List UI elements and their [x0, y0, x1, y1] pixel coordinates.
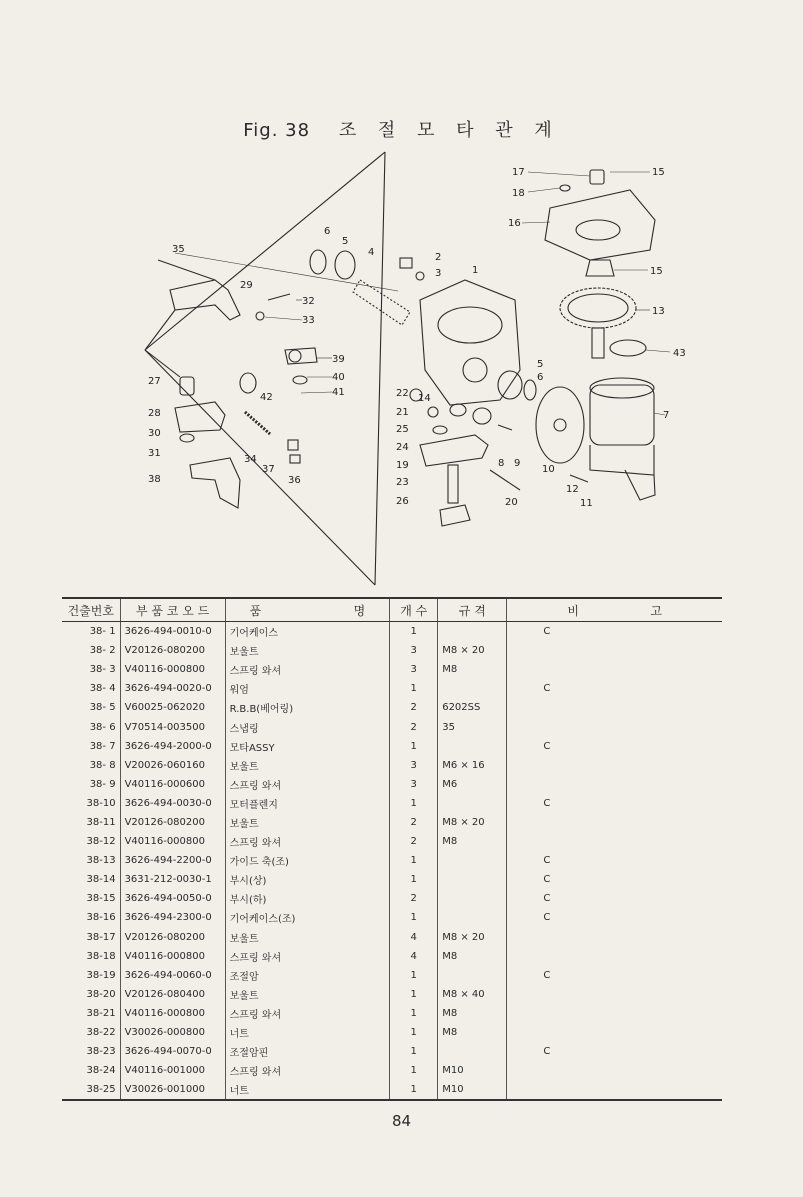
cell-name: 부시(하): [225, 889, 390, 908]
callout-32: 32: [302, 296, 315, 307]
cell-remark: [507, 717, 722, 736]
cell-remark: C: [507, 737, 722, 756]
table-row: [62, 889, 722, 908]
cell-spec: M8: [438, 1004, 507, 1023]
cell-no: 38-18: [86, 950, 116, 962]
cell-remark: [507, 698, 722, 717]
cell-name: 보울트: [225, 928, 390, 947]
cell-name: 모터플렌지: [225, 794, 390, 813]
callout-16: 16: [508, 218, 521, 229]
page-number: 84: [391, 1112, 412, 1130]
callout-15b: 15: [650, 266, 663, 277]
cell-code: V20126-080200: [120, 813, 225, 832]
cell-spec: [438, 622, 507, 642]
cell-remark: [507, 985, 722, 1004]
callout-17: 17: [512, 167, 525, 178]
header-no: 건출번호: [62, 598, 120, 622]
callout-31: 31: [148, 448, 161, 459]
callout-43: 43: [673, 348, 686, 359]
cell-qty: 1: [390, 966, 438, 985]
cell-no: 38- 8: [89, 759, 116, 771]
cell-qty: 4: [390, 947, 438, 966]
cell-code: V30026-000800: [120, 1023, 225, 1042]
cell-spec: 35: [438, 717, 507, 736]
table-row: [62, 851, 722, 870]
cell-qty: 1: [390, 1042, 438, 1061]
cell-no: 38- 9: [89, 778, 116, 790]
cell-code: V40116-000800: [120, 832, 225, 851]
cell-code: V20026-060160: [120, 756, 225, 775]
cell-name: 스프링 와셔: [225, 775, 390, 794]
cell-name: 스프링 와셔: [225, 1061, 390, 1080]
callout-34: 34: [244, 454, 257, 465]
cell-qty: 1: [390, 985, 438, 1004]
cell-spec: M6 × 16: [438, 756, 507, 775]
cell-code: V70514-003500: [120, 717, 225, 736]
cell-name: 가이드 축(조): [225, 851, 390, 870]
cell-code: 3626-494-2300-0: [120, 908, 225, 927]
table-row: [62, 775, 722, 794]
cell-spec: [438, 908, 507, 927]
cell-remark: [507, 813, 722, 832]
cell-qty: 1: [390, 851, 438, 870]
callout-6b: 6: [537, 372, 544, 383]
callout-41: 41: [332, 387, 345, 398]
cell-qty: 2: [390, 698, 438, 717]
cell-no: 38-16: [86, 912, 116, 924]
cell-no: 38-20: [86, 988, 116, 1000]
cell-qty: 1: [390, 737, 438, 756]
cell-qty: 2: [390, 832, 438, 851]
callout-36: 36: [288, 475, 301, 486]
cell-remark: C: [507, 851, 722, 870]
cell-code: 3631-212-0030-1: [120, 870, 225, 889]
cell-name: 부시(상): [225, 870, 390, 889]
callout-14: 14: [418, 393, 431, 404]
cell-code: V20126-080400: [120, 985, 225, 1004]
cell-name: 조절암: [225, 966, 390, 985]
header-remark-b: 고: [650, 603, 662, 618]
cell-name: 스냅링: [225, 717, 390, 736]
cell-qty: 1: [390, 870, 438, 889]
callout-28: 28: [148, 408, 161, 419]
cell-name: 스프링 와셔: [225, 947, 390, 966]
cell-qty: 3: [390, 660, 438, 679]
table-row: [62, 679, 722, 698]
cell-spec: 6202SS: [438, 698, 507, 717]
callout-24: 24: [396, 442, 409, 453]
cell-qty: 1: [390, 1023, 438, 1042]
cell-code: 3626-494-2000-0: [120, 737, 225, 756]
callout-38: 38: [148, 474, 161, 485]
cell-code: V40116-000800: [120, 660, 225, 679]
cell-no: 38-13: [86, 855, 116, 867]
callout-3: 3: [435, 268, 442, 279]
cell-name: 스프링 와셔: [225, 1004, 390, 1023]
table-row: [62, 717, 722, 736]
table-row: [62, 641, 722, 660]
table-row: [62, 832, 722, 851]
cell-no: 38-17: [86, 931, 116, 943]
cell-spec: M8 × 20: [438, 813, 507, 832]
cell-remark: C: [507, 908, 722, 927]
callout-19: 19: [396, 460, 409, 471]
cell-name: 너트: [225, 1023, 390, 1042]
cell-remark: C: [507, 966, 722, 985]
cell-spec: M8: [438, 1023, 507, 1042]
cell-spec: [438, 870, 507, 889]
cell-name: 보울트: [225, 641, 390, 660]
callout-20: 20: [505, 497, 518, 508]
callout-30: 30: [148, 428, 161, 439]
callout-7: 7: [663, 410, 670, 421]
cell-qty: 4: [390, 928, 438, 947]
cell-name: 보울트: [225, 756, 390, 775]
cell-remark: C: [507, 870, 722, 889]
cell-code: V40116-000800: [120, 1004, 225, 1023]
cell-remark: [507, 660, 722, 679]
cell-name: 기어케이스(조): [225, 908, 390, 927]
callout-35: 35: [172, 244, 185, 255]
callout-21: 21: [396, 407, 409, 418]
cell-remark: [507, 1004, 722, 1023]
header-name-a: 품: [249, 603, 262, 618]
table-row: [62, 737, 722, 756]
cell-qty: 1: [390, 1004, 438, 1023]
cell-no: 38-25: [62, 1080, 120, 1100]
cell-remark: C: [507, 1042, 722, 1061]
cell-code: V30026-001000: [120, 1080, 225, 1100]
callout-5: 5: [342, 236, 349, 247]
cell-no: 38-10: [86, 797, 116, 809]
cell-remark: C: [507, 679, 722, 698]
cell-qty: 1: [390, 622, 438, 642]
cell-no: 38-14: [86, 874, 116, 886]
table-row: [62, 870, 722, 889]
callout-25: 25: [396, 424, 409, 435]
callout-18: 18: [512, 188, 525, 199]
cell-name: R.B.B(베어링): [225, 698, 390, 717]
cell-no: 38- 7: [89, 740, 116, 752]
cell-spec: [438, 1042, 507, 1061]
table-row: [62, 928, 722, 947]
cell-code: 3626-494-0050-0: [120, 889, 225, 908]
cell-qty: 2: [390, 889, 438, 908]
callout-23: 23: [396, 477, 409, 488]
cell-code: V40116-000800: [120, 947, 225, 966]
table-row: [62, 966, 722, 985]
cell-remark: C: [507, 622, 722, 642]
cell-qty: 3: [390, 641, 438, 660]
cell-name: 스프링 와셔: [225, 660, 390, 679]
callout-1: 1: [472, 265, 479, 276]
cell-spec: M8 × 20: [438, 928, 507, 947]
cell-name: 스프링 와셔: [225, 832, 390, 851]
diagram-svg: [120, 140, 700, 590]
cell-qty: 1: [390, 1061, 438, 1080]
cell-no: 38-11: [86, 816, 116, 828]
cell-qty: 1: [390, 908, 438, 927]
callout-6: 6: [324, 226, 331, 237]
cell-code: V20126-080200: [120, 641, 225, 660]
table-row: [62, 908, 722, 927]
cell-no: 38- 5: [89, 702, 116, 714]
cell-name: 너트: [225, 1080, 390, 1100]
cell-spec: [438, 737, 507, 756]
callout-13: 13: [652, 306, 665, 317]
cell-remark: [507, 928, 722, 947]
cell-name: 모타ASSY: [225, 737, 390, 756]
header-code: 부 품 코 오 드: [120, 598, 225, 622]
parts-table-body: [62, 622, 722, 1101]
table-row: [62, 947, 722, 966]
cell-remark: [507, 641, 722, 660]
cell-remark: C: [507, 794, 722, 813]
header-qty: 개 수: [390, 598, 438, 622]
cell-code: 3626-494-0030-0: [120, 794, 225, 813]
cell-qty: 1: [390, 794, 438, 813]
table-row: [62, 660, 722, 679]
cell-spec: M10: [438, 1080, 507, 1100]
table-row: [62, 1042, 722, 1061]
cell-spec: [438, 794, 507, 813]
cell-qty: 3: [390, 756, 438, 775]
callout-27: 27: [148, 376, 161, 387]
cell-qty: 2: [390, 813, 438, 832]
cell-spec: M10: [438, 1061, 507, 1080]
cell-code: V60025-062020: [120, 698, 225, 717]
callout-8: 8: [498, 458, 505, 469]
exploded-parts-diagram: [120, 140, 700, 590]
cell-remark: [507, 756, 722, 775]
callout-22: 22: [396, 388, 409, 399]
cell-remark: [507, 832, 722, 851]
cell-spec: M8 × 40: [438, 985, 507, 1004]
callout-33: 33: [302, 315, 315, 326]
cell-spec: [438, 966, 507, 985]
cell-remark: [507, 1061, 722, 1080]
cell-name: 보울트: [225, 813, 390, 832]
header-name-b: 명: [353, 603, 366, 618]
cell-remark: C: [507, 889, 722, 908]
cell-remark: [507, 1080, 722, 1100]
callout-10: 10: [542, 464, 555, 475]
callout-15: 15: [652, 167, 665, 178]
cell-no: 38- 6: [89, 721, 116, 733]
cell-no: 38- 3: [89, 664, 116, 676]
cell-no: 38- 2: [89, 645, 116, 657]
table-row: [62, 698, 722, 717]
cell-name: 보울트: [225, 985, 390, 1004]
cell-name: 조절암핀: [225, 1042, 390, 1061]
callout-37: 37: [262, 464, 275, 475]
cell-no: 38-12: [86, 836, 116, 848]
callout-26: 26: [396, 496, 409, 507]
cell-no: 38-22: [86, 1027, 116, 1039]
cell-qty: 1: [390, 1080, 438, 1100]
cell-spec: [438, 851, 507, 870]
header-remark-a: 비: [567, 603, 579, 618]
cell-spec: M8: [438, 832, 507, 851]
callout-29: 29: [240, 280, 253, 291]
table-row: [62, 1080, 722, 1100]
callout-40: 40: [332, 372, 345, 383]
cell-code: 3626-494-0020-0: [120, 679, 225, 698]
table-row: [62, 1061, 722, 1080]
header-remark: [507, 598, 722, 622]
table-row: [62, 794, 722, 813]
callout-2: 2: [435, 252, 442, 263]
callout-42: 42: [260, 392, 273, 403]
cell-remark: [507, 947, 722, 966]
cell-qty: 2: [390, 717, 438, 736]
cell-no: 38-21: [86, 1007, 116, 1019]
callout-5b: 5: [537, 359, 544, 370]
cell-no: 38-19: [86, 969, 116, 981]
cell-spec: [438, 889, 507, 908]
callout-11: 11: [580, 498, 593, 509]
cell-code: 3626-494-0060-0: [120, 966, 225, 985]
cell-code: V40116-001000: [120, 1061, 225, 1080]
callout-4: 4: [368, 247, 375, 258]
cell-spec: [438, 679, 507, 698]
cell-name: 기어케이스: [225, 622, 390, 642]
parts-list-table: [62, 597, 722, 1101]
cell-code: 3626-494-2200-0: [120, 851, 225, 870]
table-header-row: [62, 598, 722, 622]
callout-9: 9: [514, 458, 521, 469]
cell-code: V20126-080200: [120, 928, 225, 947]
table-row: [62, 985, 722, 1004]
cell-no: 38-15: [86, 893, 116, 905]
figure-heading: 조 절 모 타 관 계: [338, 120, 560, 141]
cell-code: V40116-000600: [120, 775, 225, 794]
header-spec: 규 격: [438, 598, 507, 622]
cell-spec: M6: [438, 775, 507, 794]
table-row: [62, 1004, 722, 1023]
cell-code: 3626-494-0010-0: [120, 622, 225, 642]
cell-spec: M8 × 20: [438, 641, 507, 660]
cell-spec: M8: [438, 660, 507, 679]
cell-no: 38-23: [86, 1046, 116, 1058]
cell-qty: 3: [390, 775, 438, 794]
table-row: [62, 813, 722, 832]
table-row: [62, 1023, 722, 1042]
cell-no: 38- 4: [89, 683, 116, 695]
cell-name: 워엄: [225, 679, 390, 698]
cell-code: 3626-494-0070-0: [120, 1042, 225, 1061]
header-name: [225, 598, 390, 622]
table-row: [62, 756, 722, 775]
cell-no: 38- 1: [89, 626, 116, 638]
callout-12: 12: [566, 484, 579, 495]
cell-remark: [507, 775, 722, 794]
table-row: [62, 622, 722, 642]
cell-qty: 1: [390, 679, 438, 698]
cell-no: 38-24: [86, 1065, 116, 1077]
figure-title: [0, 116, 803, 142]
cell-remark: [507, 1023, 722, 1042]
figure-label: Fig. 38: [243, 120, 311, 141]
cell-spec: M8: [438, 947, 507, 966]
callout-39: 39: [332, 354, 345, 365]
